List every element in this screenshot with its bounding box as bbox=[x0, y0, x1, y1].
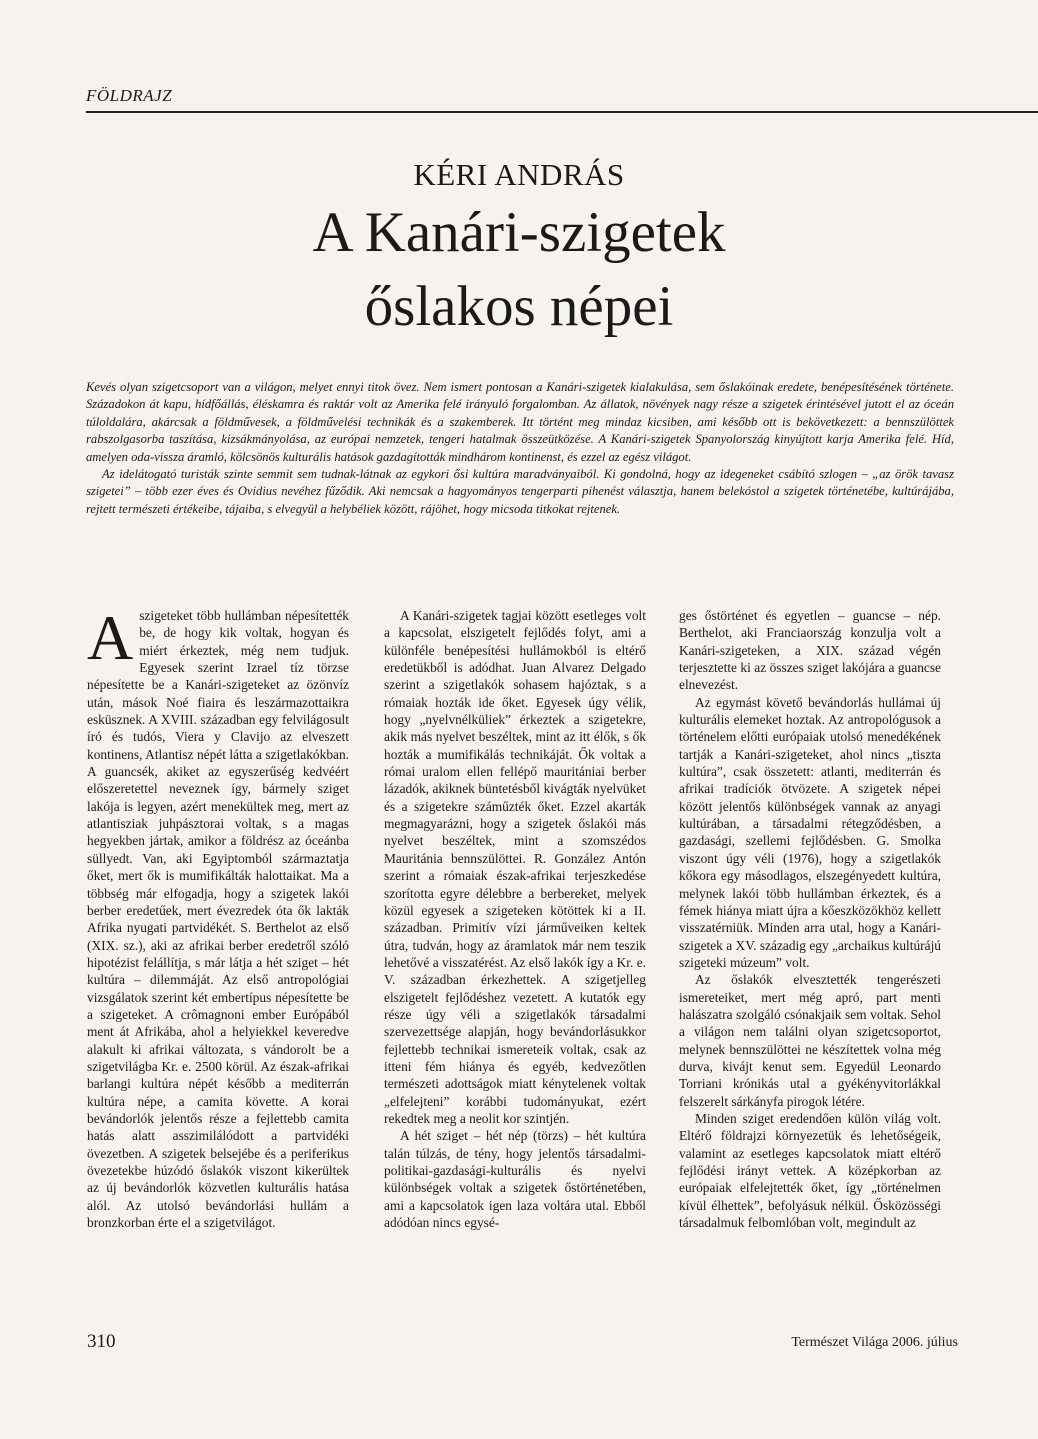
title-line-1: A Kanári-szigetek bbox=[312, 201, 726, 264]
body-paragraph: A Kanári-szigetek tagjai között esetleges volt a kapcsolat, elszigetelt fejlődés folyt, ami a különféle benépesítési hullámokból is eltérő eredetükből is adódhat. Juan Alvarez Delgado szerint a szigetlakók sohasem hajóztak, s a rómaiak hozták ide őket. Egyesek úgy vélik, hogy „nyelvnélküliek” érkeztek a szigetekre, akik más nyelvet beszéltek, mint az itt élők, s ők hozták a mumifikálás technikáját. Ők voltak a római uralom ellen fellépő mauritániai berber lázadók, akiknek büntetésből kivágták nyelvüket és a szigetekre száműzték őket. Ezzel akarták megmagyarázni, hogy a szigetek őslakói más nyelvet beszéltek, mint a szomszédos Mauritánia bennszülöttei. R. González Antón szerint a rómaiak észak-afrikai terjeszkedése szorította egyre délebbre a berbereket, melyek közül egyesek a szigeteken kötöttek ki a II. században. Primitív vízi járműveiken keltek útra, tudván, hogy az áramlatok már nem teszik lehetővé a visszatérést. Az első lakók így a Kr. e. V. században érkezhettek. A szigetjelleg elszigetelt fejlődéshez vezetett. A kutatók egy része úgy véli a szigetlakók társadalmi szervezettsége alapján, hogy bevándorlásukkor fejlettebb technikai ismereteik voltak, csak az itteni fém hiánya és egyéb, kedvezőtlen természeti adottságok miatt kénytelenek voltak „elfelejteni” korábbi tudományukat, ezért rekedtek meg a neolit kor szintjén. bbox=[384, 608, 646, 1126]
section-label: FÖLDRAJZ bbox=[86, 86, 173, 105]
article-lead bbox=[86, 379, 954, 518]
body-paragraph: A hét sziget – hét nép (törzs) – hét kultúra talán túlzás, de tény, hogy jelentős társadalmi-politikai-gazdasági-kulturális és nyelvi különbségek voltak a szigetek őstörténetében, ami a kapcsolatok igen laza voltára utal. Ebből adódóan nincs egysé- bbox=[384, 1128, 646, 1231]
body-column-1 bbox=[87, 602, 349, 1231]
body-paragraph bbox=[87, 602, 349, 1231]
article-title bbox=[0, 196, 1038, 344]
section-divider bbox=[86, 111, 1038, 113]
lead-paragraph: Kevés olyan szigetcsoport van a világon, melyet ennyi titok övez. Nem ismert pontosan a Kanári-szigetek kialakulása, sem őslakóinak eredete, benépesítésének története. Századokon át kapu, hídfőállás, éléskamra és raktár volt az Amerika felé irányuló forgalomban. Az állatok, növények nagy része a szigetek érintésével jutott el az óceán túloldalára, akárcsak a földművesek, a földművelési technikák és a szakemberek. Itt történt meg mindaz kicsiben, ami később ott is bekövetkezett: a bennszülöttek rabszolgasorba taszítása, kizsákmányolása, az európai nemzetek, tengeri hatalmak összeütközése. A Kanári-szigetek Spanyolország kinyújtott karja Amerika felé. Híd, amelyen oda-vissza áramló, kölcsönös kulturális hatások gazdagították mindhárom kontinenst, és ezzel az egész világot. bbox=[86, 380, 954, 464]
page-number: 310 bbox=[87, 1331, 116, 1352]
article-author: KÉRI ANDRÁS bbox=[413, 157, 625, 192]
body-column-2 bbox=[384, 607, 646, 1231]
lead-paragraph: Az idelátogató turisták szinte semmit sem tudnak-látnak az egykori ősi kultúra maradványaiból. Ki gondolná, hogy az idegeneket csábító szlogen – „az örök tavasz szigetei” – több ezer éves és Ovidius nevéhez fűződik. Aki nemcsak a hagyományos tengerparti pihenést választja, hanem belekóstol a szigetek történetébe, kultúrájába, rejtett természeti értékeibe, tájaiba, s elvegyül a helybéliek között, rájöhet, hogy micsoda titkokat rejtenek. bbox=[86, 467, 954, 516]
body-text: szigeteket több hullámban népesítették be, de hogy kik voltak, hogyan és miért érkeztek, még nem tudjuk. Egyesek szerint Izrael tíz törzse népesítette be a Kanári-szigeteket az özönvíz után, mások Noé fiaira és leszármazottaikra esküsznek. A XVIII. században egy felvilágosult író és tudós, Viera y Clavijo az elveszett kontinens, Atlantisz népét látta a szigetlakókban. A guancsék, akiket az egyszerűség kedvéért előszeretettel neveznek így, bármely sziget lakója is legyen, azért menekültek meg, mert az atlantisziak juhpásztorai voltak, s a magas hegyekben jártak, amikor a földrész az óceánba süllyedt. Van, aki Egyiptomból származtatja őket, mert ők is mumifikálták halottaikat. Ma a többség már elfogadja, hogy a szigetek lakói berber eredetűek, mert évezredek óta ők lakták Afrika nyugati partvidékét. S. Berthelot az első (XIX. sz.), aki az afrikai berber eredetről szóló hipotézist felállítja, s már látja a hét sziget – hét kultúra – dilemmáját. Az első antropológiai vizsgálatok szerint két embertípus népesítette be a szigeteket. A crômagnoni ember Európából ment át Afrikába, ahol a helyiekkel keveredve alakult ki afrikai változata, s vándorolt be a szigetvilágba Kr. e. 2500 körül. Az észak-afrikai barlangi kultúra népét később a mediterrán kultúra népe, a camita követte. A korai bevándorlók jelentős része a fejlettebb camita hatás alatt asszimilálódott a partvidéki övezetben. A szigetek belsejébe és a periferikus övezetekbe húzódó őslakók viszont kikerültek az új bevándorlók közvetlen kulturális hatása alól. Az utolsó bevándorlási hullám a bronzkorban érte el a szigetvilágot. bbox=[87, 608, 349, 1231]
body-paragraph: Az őslakók elvesztették tengerészeti ismereteiket, mert még apró, part menti halászatra szolgáló csónakjaik sem voltak. Sehol a világon nem találni olyan szigetcsoportot, melynek bennszülöttei ne készítettek volna még durva, kivájt kenut sem. Egyedül Leonardo Torriani krónikás utal a gyékényvitorlákkal felszerelt sárkányfa pirogok létére. bbox=[679, 972, 941, 1109]
body-column-3 bbox=[679, 607, 941, 1231]
title-line-2: őslakos népei bbox=[364, 275, 674, 338]
body-paragraph: Minden sziget eredendően külön világ volt. Eltérő földrajzi környezetük és lehetőségeik, valamint az esetleges kapcsolatok miatt eltérő fejlődési irányt vettek. A középkorban az európaiak elfelejtették őket, így „történelmen kívül élhettek”, befolyásuk nélkül. Ősközösségi társadalmuk felbomlóban volt, megindult az bbox=[679, 1110, 941, 1231]
drop-cap: A bbox=[87, 602, 134, 673]
magazine-issue: Természet Világa 2006. július bbox=[791, 1335, 958, 1350]
body-paragraph: ges őstörténet és egyetlen – guancse – nép. Berthelot, aki Franciaország konzulja volt a Kanári-szigeteken, a XIX. század végén terjesztette ki az összes sziget lakójára a guancse elnevezést. bbox=[679, 608, 941, 693]
body-paragraph: Az egymást követő bevándorlás hullámai új kulturális elemeket hoztak. Az antropológusok a történelem előtti európaiak utolsó menedékének tartják a Kanári-szigeteket, ahol nincs „tiszta kultúra”, csak összetett: atlanti, mediterrán és afrikai tradíciók ötvözete. A szigetek népei között jelentős különbségek vannak az anyagi kultúrában, a társadalmi rétegződésben, a gazdasági, szellemi fejlődésben. G. Smolka viszont úgy véli (1976), hogy a szigetlakók kőkora egy másodlagos, elszegényedett kultúra, melynek lakói több hullámban érkeztek, és a fémek hiánya miatt újra a kőeszközökhöz kellett visszatérniük. Minden arra utal, hogy a Kanári-szigetek a XV. századig egy „archaikus kultúrájú szigeteki múzeum” volt. bbox=[679, 694, 941, 970]
